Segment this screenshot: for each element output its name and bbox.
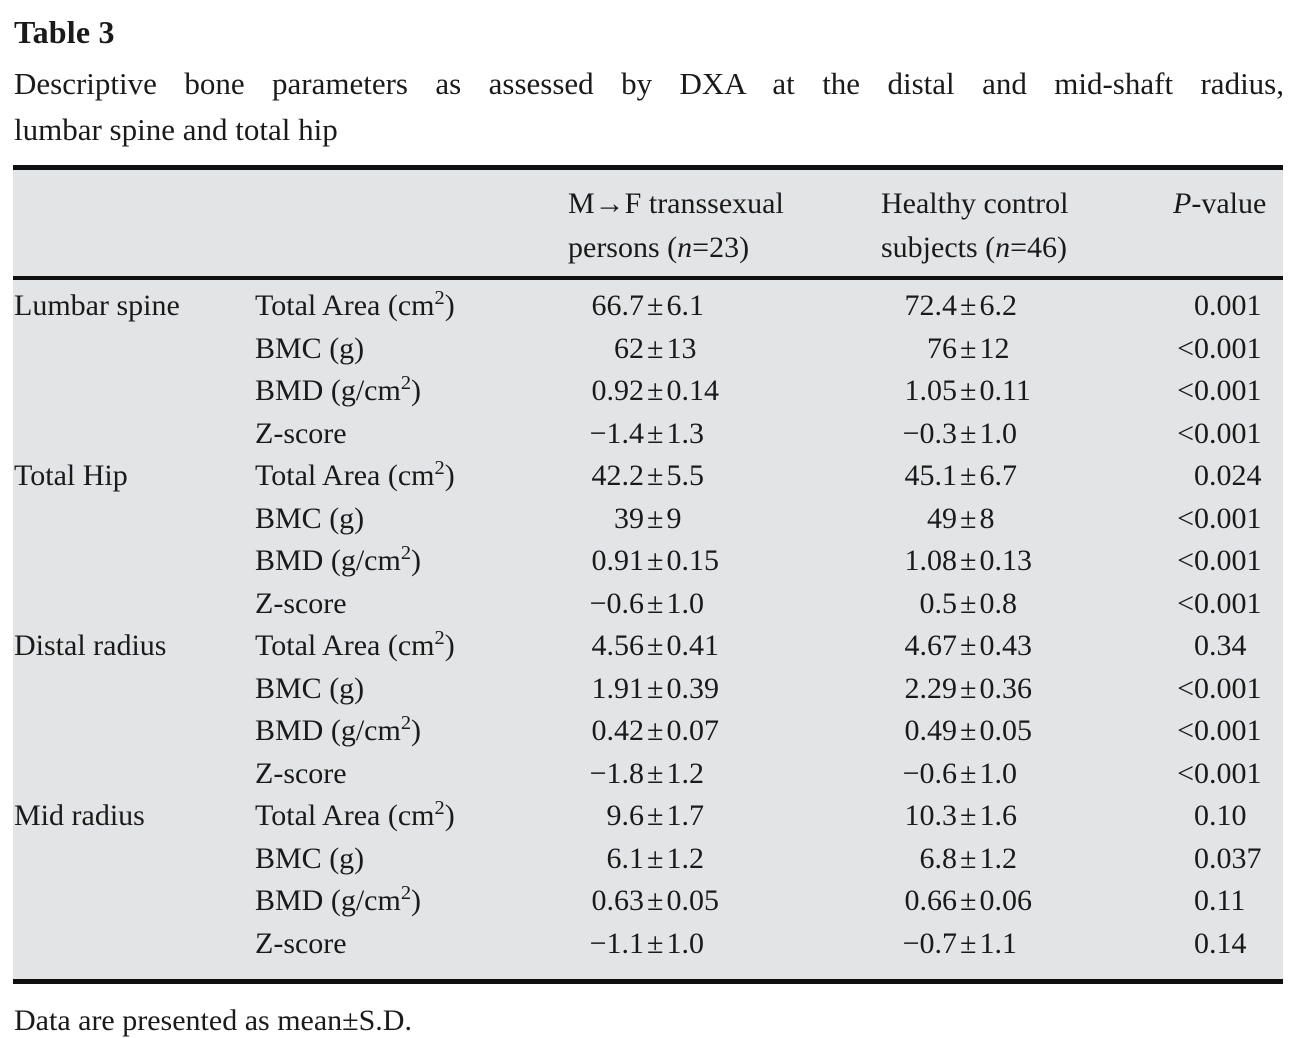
less-than-sign: < [1177,374,1194,407]
mf-value-cell [568,795,881,838]
value-sd: 0.39 [666,671,719,705]
plus-minus-sign: ± [960,841,977,875]
control-value-cell [881,455,1173,498]
p-value-number: 0.001 [1194,756,1262,790]
less-than-sign: < [1177,714,1194,747]
header-mf-line2-pre: persons ( [568,231,678,264]
mf-value-cell [568,838,881,881]
plus-minus-sign: ± [960,884,977,917]
value-mean: 2.29 [904,671,957,705]
value-sd: 13 [666,331,697,365]
table-label: Table 3 [14,14,115,50]
value-mean: −0.7 [902,926,957,960]
table-caption [14,61,1284,153]
table-row [13,498,1283,541]
value-mean: −1.8 [589,756,644,790]
header-param-blank [255,168,568,279]
p-value-cell [1173,668,1283,711]
value-sd: 1.2 [666,756,704,790]
value-mean: 9.6 [606,799,644,832]
value-mean: 0.49 [904,714,957,747]
table-row [13,668,1283,711]
table-row [13,795,1283,838]
control-value-cell [881,923,1173,982]
value-sd: 0.8 [979,586,1017,620]
plus-minus-sign: ± [960,714,977,747]
p-value-cell [1173,370,1283,413]
header-mf-n: n [677,231,693,264]
mf-value-cell [568,753,881,796]
value-sd: 0.36 [979,671,1032,705]
value-mean: 1.08 [904,544,957,577]
header-control-line2 [881,226,1173,270]
plus-minus-sign: ± [647,501,664,535]
plus-minus-sign: ± [960,629,977,662]
site-cell [13,413,255,456]
value-sd: 1.0 [666,926,704,960]
header-control-n: n [995,231,1011,264]
table-body [13,278,1283,982]
table-row [13,923,1283,982]
p-value-number: 0.001 [1194,416,1262,450]
less-than-sign: < [1177,331,1194,365]
value-mean: 39 [614,501,644,535]
control-value-cell [881,880,1173,923]
mf-value-cell [568,370,881,413]
p-value-cell [1173,795,1283,838]
p-value-cell [1173,498,1283,541]
bone-parameters-table [13,165,1283,984]
p-value-cell [1173,583,1283,626]
p-value-number: 0.11 [1194,884,1246,917]
value-sd: 9 [666,501,682,535]
site-cell [13,370,255,413]
parameter-cell: BMC (g) [255,841,365,875]
value-sd: 1.7 [666,799,704,832]
caption-line-2: lumbar spine and total hip [14,112,338,147]
value-mean: 62 [614,331,644,365]
plus-minus-sign: ± [960,289,977,322]
site-cell [13,668,255,711]
value-mean: 45.1 [904,459,957,492]
parameter-cell: Z-score [255,586,347,620]
parameter-cell: BMD $(g/cm^2)$ [255,372,422,407]
value-sd: 6.7 [979,459,1017,492]
parameter-cell: Z-score [255,756,347,790]
value-sd: 0.05 [666,884,719,917]
value-mean: 4.67 [904,629,957,662]
p-value-cell [1173,455,1283,498]
value-sd: 0.15 [666,544,719,577]
value-sd: 0.41 [666,629,719,662]
site-cell [13,583,255,626]
control-value-cell [881,625,1173,668]
p-value-cell [1173,328,1283,371]
mf-value-cell [568,278,881,328]
p-value-number: 0.001 [1194,544,1262,577]
value-sd: 0.06 [979,884,1032,917]
value-sd: 1.2 [979,841,1017,875]
plus-minus-sign: ± [647,884,664,917]
plus-minus-sign: ± [960,416,977,450]
p-value-cell [1173,625,1283,668]
mf-value-cell [568,583,881,626]
mf-value-cell [568,413,881,456]
p-value-cell [1173,753,1283,796]
p-value-cell [1173,880,1283,923]
site-cell: Lumbar spine [14,289,180,322]
p-value-number: 0.14 [1194,926,1247,960]
control-value-cell [881,838,1173,881]
value-mean: 0.42 [591,714,644,747]
value-mean: 0.5 [919,586,957,620]
value-mean: 66.7 [591,289,644,322]
plus-minus-sign: ± [960,799,977,832]
value-sd: 0.07 [666,714,719,747]
parameter-cell: BMC (g) [255,671,365,705]
value-mean: 0.63 [591,884,644,917]
value-mean: −0.6 [589,586,644,620]
value-sd: 8 [979,501,995,535]
plus-minus-sign: ± [960,926,977,960]
p-value-number: 0.037 [1194,841,1262,875]
p-value-cell [1173,278,1283,328]
header-pvalue [1173,168,1283,279]
plus-minus-sign: ± [960,544,977,577]
header-mf-line2-post: =23) [692,231,750,264]
value-mean: 1.91 [591,671,644,705]
less-than-sign: < [1177,586,1194,620]
value-mean: 4.56 [591,629,644,662]
value-mean: −0.3 [902,416,957,450]
value-sd: 12 [979,331,1010,365]
plus-minus-sign: ± [647,841,664,875]
table-row [13,278,1283,328]
control-value-cell [881,795,1173,838]
less-than-sign: < [1177,756,1194,790]
site-cell [13,880,255,923]
control-value-cell [881,753,1173,796]
mf-value-cell [568,625,881,668]
parameter-cell: Total Area $(cm^2)$ [255,797,455,832]
parameter-cell: BMC (g) [255,501,365,535]
value-mean: 0.91 [591,544,644,577]
value-sd: 1.0 [979,416,1017,450]
parameter-cell: Total Area $(cm^2)$ [255,457,455,492]
site-cell [13,710,255,753]
value-sd: 6.2 [979,289,1017,322]
value-mean: 10.3 [904,799,957,832]
plus-minus-sign: ± [960,501,977,535]
less-than-sign: < [1177,501,1194,535]
plus-minus-sign: ± [647,374,664,407]
p-value-number: 0.001 [1194,331,1262,365]
control-value-cell [881,540,1173,583]
value-sd: 5.5 [666,459,704,492]
table-row [13,583,1283,626]
control-value-cell [881,370,1173,413]
value-mean: −1.1 [589,926,644,960]
plus-minus-sign: ± [960,459,977,492]
plus-minus-sign: ± [647,714,664,747]
header-row [13,168,1283,279]
header-pvalue-rest: -value [1191,187,1267,220]
p-value-cell [1173,540,1283,583]
value-mean: 49 [927,501,957,535]
value-mean: 0.66 [904,884,957,917]
table-row [13,455,1283,498]
p-value-number: 0.10 [1194,799,1247,832]
table-row [13,880,1283,923]
value-sd: 1.0 [979,756,1017,790]
plus-minus-sign: ± [960,671,977,705]
value-sd: 0.43 [979,629,1032,662]
plus-minus-sign: ± [647,629,664,662]
less-than-sign: < [1177,544,1194,577]
plus-minus-sign: ± [647,544,664,577]
p-value-cell [1173,838,1283,881]
mf-value-cell [568,668,881,711]
table-header [13,168,1283,279]
plus-minus-sign: ± [647,416,664,450]
mf-value-cell [568,328,881,371]
site-cell [13,328,255,371]
table-row [13,625,1283,668]
parameter-cell: Z-score [255,926,347,960]
value-sd: 0.05 [979,714,1032,747]
less-than-sign: < [1177,416,1194,450]
control-value-cell [881,278,1173,328]
value-sd: 1.0 [666,586,704,620]
parameter-cell: Z-score [255,416,347,450]
value-sd: 1.1 [979,926,1017,960]
parameter-cell: BMD $(g/cm^2)$ [255,882,422,917]
value-mean: 0.92 [591,374,644,407]
p-value-number: 0.001 [1194,501,1262,535]
mf-value-cell [568,540,881,583]
parameter-cell: Total Area $(cm^2)$ [255,627,455,662]
value-mean: 72.4 [904,289,957,322]
mf-value-cell [568,455,881,498]
less-than-sign: < [1177,671,1194,705]
header-site-blank [13,168,255,279]
mf-value-cell [568,923,881,982]
plus-minus-sign: ± [647,289,664,322]
site-cell [13,498,255,541]
header-mf-line1: M→F transsexual [568,187,784,220]
header-control-line2-post: =46) [1010,231,1068,264]
p-value-number: 0.001 [1194,671,1262,705]
control-value-cell [881,498,1173,541]
p-value-number: 0.001 [1194,289,1262,322]
plus-minus-sign: ± [960,374,977,407]
value-mean: 6.1 [606,841,644,875]
value-sd: 6.1 [666,289,704,322]
parameter-cell: BMD $(g/cm^2)$ [255,712,422,747]
parameter-cell: BMC (g) [255,331,365,365]
plus-minus-sign: ± [647,331,664,365]
site-cell: Distal radius [14,629,167,662]
table-row [13,540,1283,583]
value-mean: −0.6 [902,756,957,790]
mf-value-cell [568,710,881,753]
control-value-cell [881,413,1173,456]
site-cell: Mid radius [14,799,145,832]
value-sd: 0.13 [979,544,1032,577]
control-value-cell [881,328,1173,371]
control-value-cell [881,668,1173,711]
header-pvalue-italic: P [1173,187,1192,220]
caption-line-1: Descriptive bone parameters as assessed by DXA at the distal and mid-shaft radius, [14,66,1284,101]
table-footnote: Data are presented as mean±S.D. [14,1004,412,1037]
header-control-group [881,168,1173,279]
table-row [13,753,1283,796]
plus-minus-sign: ± [647,586,664,620]
header-mf-group [568,168,881,279]
plus-minus-sign: ± [647,459,664,492]
value-sd: 1.6 [979,799,1017,832]
p-value-cell [1173,710,1283,753]
table-row [13,838,1283,881]
plus-minus-sign: ± [647,671,664,705]
value-mean: 42.2 [591,459,644,492]
p-value-cell [1173,923,1283,982]
p-value-number: 0.001 [1194,714,1262,747]
plus-minus-sign: ± [960,756,977,790]
plus-minus-sign: ± [960,586,977,620]
parameter-cell: BMD $(g/cm^2)$ [255,542,422,577]
value-mean: 6.8 [919,841,957,875]
site-cell [13,923,255,982]
value-mean: 1.05 [904,374,957,407]
table-row [13,710,1283,753]
p-value-number: 0.024 [1194,459,1262,492]
mf-value-cell [568,880,881,923]
table-row [13,328,1283,371]
value-sd: 0.11 [979,374,1031,407]
header-control-line1: Healthy control [881,187,1069,220]
value-sd: 1.3 [666,416,704,450]
value-sd: 0.14 [666,374,719,407]
value-mean: −1.4 [589,416,644,450]
value-sd: 1.2 [666,841,704,875]
plus-minus-sign: ± [647,756,664,790]
site-cell [13,838,255,881]
plus-minus-sign: ± [960,331,977,365]
p-value-number: 0.001 [1194,374,1262,407]
mf-value-cell [568,498,881,541]
control-value-cell [881,583,1173,626]
p-value-number: 0.34 [1194,629,1247,662]
header-control-line2-pre: subjects ( [881,231,996,264]
plus-minus-sign: ± [647,926,664,960]
site-cell [13,540,255,583]
table-row [13,370,1283,413]
site-cell: Total Hip [14,459,128,492]
plus-minus-sign: ± [647,799,664,832]
table-row [13,413,1283,456]
value-mean: 76 [927,331,957,365]
site-cell [13,753,255,796]
header-mf-line2 [568,226,881,270]
p-value-number: 0.001 [1194,586,1262,620]
control-value-cell [881,710,1173,753]
parameter-cell: Total Area $(cm^2)$ [255,287,455,322]
p-value-cell [1173,413,1283,456]
